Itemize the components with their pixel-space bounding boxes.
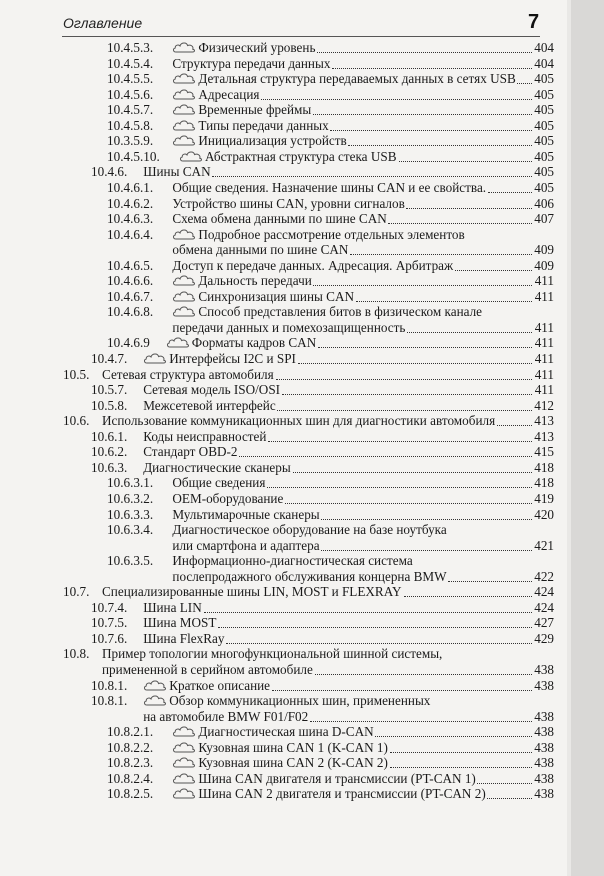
toc-entry-text: Межсетевой интерфейс [143,397,276,413]
toc-entry-text: Специализированные шины LIN, MOST и FLEXRAY [102,584,402,600]
toc-entry-title [172,475,265,491]
toc-entry-text: Диагностическая шина D-CAN [198,724,374,740]
toc-entry-text: Дальность передачи [198,273,312,289]
toc-entry-page: 405 [534,148,554,164]
toc-entry-text: Детальная структура передаваемых данных в сетях USB [198,71,516,87]
dot-leader [267,487,532,488]
toc-entry-title-continuation [172,242,348,258]
toc-entry-title [172,491,283,507]
cloud-icon [172,772,196,784]
toc-entry-page: 418 [534,459,554,475]
dot-leader [487,798,532,799]
toc-entry-page: 413 [534,428,554,444]
dot-leader [293,472,532,473]
toc-entry-number: 10.8.1. [91,677,128,693]
toc-entry-text: Доступ к передаче данных. Адресация. Арбитраж [172,257,454,273]
toc-entry-page: 415 [534,444,554,460]
dot-leader [448,581,532,582]
toc-entry-text: или смартфона и адаптера [172,537,320,553]
cloud-icon [172,290,196,302]
toc-entry-number: 10.7. [63,584,90,600]
dot-leader [477,783,532,784]
toc-entry-page: 405 [534,164,554,180]
toc-entry-page: 429 [534,630,554,646]
toc-entry-title [172,724,373,740]
dot-leader [313,285,532,286]
toc-entry-title [143,398,275,414]
dot-leader [226,643,532,644]
toc-entry-text: Мультимарочные сканеры [172,506,320,522]
dot-leader [406,208,532,209]
toc-entry-text: Сетевая структура автомобиля [102,366,274,382]
dot-leader [204,612,532,613]
toc-entry-title [172,273,311,289]
toc-entry-number: 10.4.6.6. [107,273,154,289]
dot-leader [261,99,532,100]
dot-leader [310,721,532,722]
cloud-icon [172,134,196,146]
toc-entry-number: 10.8.1. [91,693,128,709]
toc-entry-text: Общие сведения. Назначение шины CAN и ее свойства. [172,179,487,195]
toc-entry-number: 10.6.3.2. [107,490,154,506]
toc-entry-title [172,227,464,243]
cloud-icon [172,274,196,286]
dot-leader [330,130,532,131]
dot-leader [212,176,532,177]
toc-entry-text: Типы передачи данных [198,117,329,133]
toc-entry-title [102,646,442,662]
toc-entry-text: Шина CAN 2 двигателя и трансмиссии (PT-CAN 2) [198,786,486,802]
toc-entry-number: 10.4.6.3. [107,211,154,227]
toc-entry-title [143,631,224,647]
toc-entry-text: Инициализация устройств [198,133,347,149]
toc-entry-number: 10.4.5.6. [107,86,154,102]
toc-entry-page: 411 [534,288,554,304]
toc-entry-text: Физический уровень [198,40,316,55]
toc-entry-text: Адресация [198,86,260,102]
cloud-icon [172,305,196,317]
toc-entry-title [143,351,296,367]
toc-entry-text: Обзор коммуникационных шин, примененных [169,693,431,709]
toc-entry-page: 404 [534,40,554,55]
toc-entry-title [143,600,202,616]
toc-entry-number: 10.4.7. [91,351,128,366]
toc-entry-text: Использование коммуникационных шин для диагностики автомобиля [102,413,496,429]
toc-entry-title [172,507,319,523]
toc-entry-number: 10.6.3.3. [107,506,154,522]
toc-entry-number: 10.4.6.4. [107,226,154,242]
toc-entry-number: 10.4.5.4. [107,55,154,71]
cloud-icon [172,41,196,53]
toc-entry-text: обмена данными по шине CAN [172,242,349,258]
toc-entry-text: Временные фреймы [198,102,312,118]
toc-entry-text: Абстрактная структура стека USB [205,148,397,164]
toc-entry-text: Информационно-диагностическая система [172,553,413,569]
toc-entry-page: 407 [534,211,554,227]
dot-leader [277,410,532,411]
toc-entry-text: Общие сведения [172,475,266,491]
toc-entry-page: 405 [534,71,554,87]
dot-leader [348,145,532,146]
header-rule [62,36,540,37]
toc-entry-number: 10.6.3.4. [107,522,154,538]
cloud-icon [172,72,196,84]
toc-entry-page: 438 [534,661,554,677]
toc-entry-page: 405 [534,117,554,133]
toc-entry-text: Шина CAN двигателя и трансмиссии (PT-CAN 1) [198,770,476,786]
cloud-icon [172,725,196,737]
toc-entry-number: 10.4.5.7. [107,102,154,118]
toc-entry-title [172,40,315,56]
toc-entry-title [102,584,402,600]
toc-entry-text: передачи данных и помехозащищенность [172,319,406,335]
toc-entry-number: 10.5. [63,366,90,382]
cloud-icon [179,150,203,162]
toc-entry-text: Устройство шины CAN, уровни сигналов [172,195,405,211]
page-header-title: Оглавление [63,15,143,31]
toc-entry-number: 10.4.6.7. [107,288,154,304]
toc-entry-page: 409 [534,257,554,273]
toc-entry-title [172,211,386,227]
toc-entry-text: Пример топологии многофункциональной шинной системы, [102,646,443,662]
toc-entry-page: 412 [534,397,554,413]
toc-entry-title [102,413,495,429]
cloud-icon [143,679,167,691]
toc-entry-text: Стандарт OBD-2 [143,444,238,460]
toc-entry-number: 10.4.5.8. [107,117,154,133]
toc-entry-title [172,522,446,538]
toc-entry-page: 413 [534,413,554,429]
toc-entry-title [172,102,311,118]
toc-entry-number: 10.8.2.5. [107,786,154,802]
toc-entry-number: 10.5.7. [91,382,128,398]
toc-entry-title [143,615,216,631]
toc-entry-text: OEM-оборудование [172,490,284,506]
toc-entry-text: на автомобиле BMW F01/F02 [143,708,309,724]
toc-entry-text: Способ представления битов в физическом канале [198,304,483,320]
toc-entry-title [179,149,397,165]
toc-entry-text: Сетевая модель ISO/OSI [143,382,281,398]
cloud-icon [143,352,167,364]
dot-leader [404,596,532,597]
toc-entry-title-continuation [172,569,446,585]
toc-entry-title [172,553,412,569]
toc-entry-page: 419 [534,490,554,506]
dot-leader [285,503,532,504]
toc-entry-page: 438 [534,786,554,802]
toc-entry-title [172,180,486,196]
toc-entry-number: 10.4.6. [91,164,128,180]
toc-entry-number: 10.8. [63,646,90,662]
toc-entry-text: Интерфейсы I2C и SPI [169,351,296,366]
toc-entry-number: 10.4.5.3. [107,40,154,55]
toc-entry-title [172,786,485,802]
toc-entry-number: 10.4.5.10. [107,148,160,164]
toc-entry-number: 10.6.3. [91,459,128,475]
toc-entry-number: 10.4.6.2. [107,195,154,211]
toc-entry-number: 10.6.2. [91,444,128,460]
cloud-icon [172,228,196,240]
toc-entry-page: 427 [534,615,554,631]
toc-entry-title-continuation [172,538,319,554]
toc-entry-number: 10.8.2.1. [107,724,154,740]
cloud-icon [172,88,196,100]
dot-leader [298,363,532,364]
toc-entry-title [172,258,453,274]
toc-entry-title [172,87,259,103]
toc-entry-text: Краткое описание [169,677,271,693]
cloud-icon [172,756,196,768]
toc-entry-page: 438 [534,755,554,771]
toc-entry-page: 420 [534,506,554,522]
toc-entry-title [172,289,354,305]
toc-entry-number: 10.7.6. [91,630,128,646]
toc-entry-page: 411 [534,273,554,289]
dot-leader [399,161,532,162]
toc-entry-title [143,693,430,709]
dot-leader [315,674,532,675]
dot-leader [282,394,532,395]
dot-leader [356,301,532,302]
toc-entry-title [172,56,330,72]
toc-entry-text: Шина FlexRay [143,630,225,646]
toc-entry-number: 10.8.2.2. [107,739,154,755]
dot-leader [497,425,532,426]
toc-entry-page: 411 [534,351,554,366]
toc-entry-title [166,335,316,351]
toc-entry-title [143,678,270,694]
toc-entry-page: 405 [534,133,554,149]
dot-leader [321,519,532,520]
toc-entry-page: 406 [534,195,554,211]
dot-leader [388,223,532,224]
cloud-icon [172,787,196,799]
dot-leader [350,254,532,255]
toc-entry-number: 10.4.6.5. [107,257,154,273]
toc-entry-title [143,164,210,180]
toc-entry-text: Кузовная шина CAN 1 (K-CAN 1) [198,739,388,755]
toc-entry-page: 438 [534,770,554,786]
cloud-icon [143,694,167,706]
cloud-icon [172,103,196,115]
toc-entry-title [172,771,475,787]
dot-leader [390,752,532,753]
dot-leader [313,114,532,115]
toc-entry-page: 404 [534,55,554,71]
dot-leader [517,83,532,84]
toc-entry-text: Подробное рассмотрение отдельных элементов [198,226,465,242]
toc-entry-title [172,133,346,149]
toc-entry-number: 10.6.1. [91,428,128,444]
cloud-icon [172,119,196,131]
dot-leader [407,332,532,333]
toc-entry-text: Диагностические сканеры [143,459,291,475]
toc-entry-page: 438 [534,724,554,740]
toc-entry-title [143,460,291,476]
toc-entry-page: 409 [534,242,554,258]
toc-entry-text: Диагностическое оборудование на базе ноутбука [172,522,447,538]
toc-entry-title [143,429,266,445]
cloud-icon [166,336,190,348]
toc-entry-title [172,304,482,320]
toc-entry-page: 438 [534,677,554,693]
toc-entry-number: 10.7.4. [91,599,128,615]
dot-leader [317,52,532,53]
toc-entry-page: 421 [534,537,554,553]
toc-entry-page: 424 [534,584,554,600]
toc-entry-title [102,367,274,383]
toc-entry-number: 10.8.2.3. [107,755,154,771]
page-edge-shadow [567,0,604,876]
toc-entry-page: 422 [534,568,554,584]
toc-entry-text: послепродажного обслуживания концерна BMW [172,568,447,584]
toc-entry-text: примененной в серийном автомобиле [102,661,313,677]
toc-entry-title-continuation [172,320,405,336]
toc-entry-number: 10.5.8. [91,397,128,413]
toc-entry-title [172,118,328,134]
toc-entry-number: 10.4.6.9 [107,335,150,351]
toc-entry-number: 10.7.5. [91,615,128,631]
toc-entry-page: 411 [534,319,554,335]
dot-leader [276,379,532,380]
toc-entry-title [143,444,237,460]
dot-leader [455,270,532,271]
toc-entry-title-continuation [143,709,308,725]
toc-entry-page: 405 [534,86,554,102]
dot-leader [268,441,532,442]
dot-leader [375,736,532,737]
dot-leader [218,627,532,628]
toc-entry-number: 10.6.3.5. [107,553,154,569]
toc-entry-text: Шины CAN [143,164,211,180]
toc-entry-number: 10.4.5.5. [107,71,154,87]
toc-entry-page: 424 [534,599,554,615]
toc-entry-title-continuation [102,662,313,678]
toc-entry-page: 438 [534,708,554,724]
cloud-icon [172,741,196,753]
dot-leader [332,68,532,69]
toc-entry-page: 411 [534,335,554,351]
toc-entry-page: 411 [534,366,554,382]
toc-entry-number: 10.8.2.4. [107,770,154,786]
toc-entry-number: 10.6.3.1. [107,475,154,491]
toc-entry-text: Структура передачи данных [172,55,331,71]
toc-entry-text: Шина LIN [143,599,202,615]
dot-leader [272,690,532,691]
toc-entry-title [172,71,515,87]
toc-entry-text: Форматы кадров CAN [191,335,317,351]
dot-leader [488,192,532,193]
toc-entry-title [172,740,388,756]
toc-entry-title [143,382,280,398]
toc-entry-text: Коды неисправностей [143,428,267,444]
toc-entry-text: Схема обмена данными по шине CAN [172,211,387,227]
toc-entry-number: 10.4.6.1. [107,179,154,195]
toc-entry-text: Синхронизация шины CAN [198,288,355,304]
dot-leader [239,456,532,457]
toc-entry-page: 405 [534,179,554,195]
toc-entry-title [172,755,388,771]
toc-entry-text: Шина MOST [143,615,217,631]
dot-leader [321,550,532,551]
dot-leader [318,347,532,348]
toc-entry-text: Кузовная шина CAN 2 (K-CAN 2) [198,755,388,771]
toc-entry-page: 405 [534,102,554,118]
toc-entry-page: 418 [534,475,554,491]
toc-entry-number: 10.4.6.8. [107,304,154,320]
toc-entry-title [172,196,404,212]
dot-leader [390,767,532,768]
toc-entry-number: 10.3.5.9. [107,133,154,149]
toc-entry-number: 10.6. [63,413,90,429]
toc-entry-page: 438 [534,739,554,755]
page-number: 7 [528,11,540,33]
toc-entry-page: 411 [534,382,554,398]
